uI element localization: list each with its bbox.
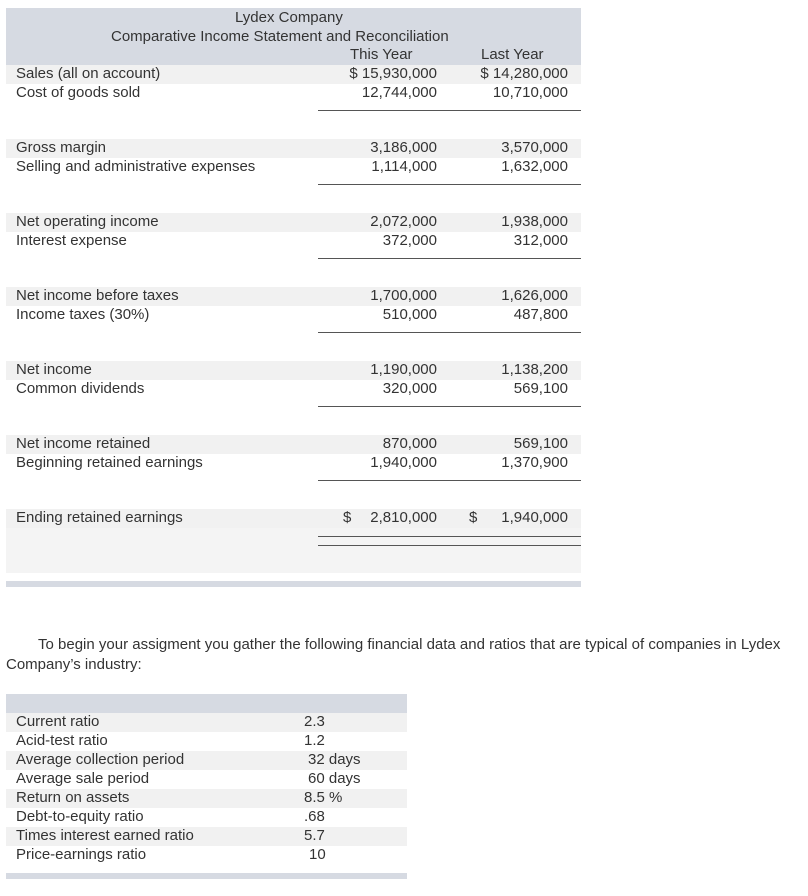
value-last-year: 1,626,000: [501, 287, 568, 304]
value-last-year: 312,000: [513, 232, 568, 249]
value-this-year: 1,700,000: [370, 287, 437, 304]
row-label: Beginning retained earnings: [16, 454, 203, 471]
dollar-sign-this-year: $: [343, 509, 352, 526]
ratio-value: 5.7: [304, 827, 325, 844]
ratio-label: Debt-to-equity ratio: [16, 808, 144, 825]
intro-text: To begin your assigment you gather the following financial data and ratios that are typical of companies in Lydex Company’s industry:: [6, 636, 781, 673]
row-label: Common dividends: [16, 380, 145, 397]
row-label: Cost of goods sold: [16, 84, 141, 101]
value-last-year: 569,100: [513, 380, 568, 397]
value-this-year: $ 15,930,000: [349, 65, 437, 82]
value-this-year: 870,000: [382, 435, 437, 452]
ratio-label: Acid-test ratio: [16, 732, 108, 749]
row-label: Gross margin: [16, 139, 107, 156]
value-this-year: 1,114,000: [371, 158, 437, 175]
statement-title: Comparative Income Statement and Reconciliation: [111, 28, 449, 45]
double-rule-top-overlay: [318, 536, 581, 537]
ratio-value: 32 days: [308, 751, 361, 768]
row-label: Interest expense: [16, 232, 127, 249]
ratio-value: 10: [309, 846, 326, 863]
ratio-value: .68: [304, 808, 325, 825]
subtotal-rule: [318, 258, 581, 259]
row-label: Selling and administrative expenses: [16, 158, 256, 175]
subtotal-rule: [318, 332, 581, 333]
value-last-year: 1,938,000: [501, 213, 568, 230]
row-label: Net income: [16, 361, 92, 378]
value-last-year: 1,940,000: [501, 509, 568, 526]
value-last-year: 10,710,000: [492, 84, 568, 101]
value-this-year: 372,000: [382, 232, 437, 249]
double-rule-bottom-overlay: [318, 545, 581, 546]
intro-paragraph: [6, 635, 796, 675]
value-this-year: 2,810,000: [370, 509, 437, 526]
column-header-last-year: Last Year: [481, 46, 544, 63]
ratio-value: 2.3: [304, 713, 325, 730]
value-last-year: 487,800: [513, 306, 568, 323]
statement-footer-bar: [6, 581, 581, 587]
value-this-year: 12,744,000: [361, 84, 437, 101]
value-last-year: 1,632,000: [501, 158, 568, 175]
row-label: Net operating income: [16, 213, 159, 230]
row-label: Ending retained earnings: [16, 509, 183, 526]
value-this-year: 320,000: [382, 380, 437, 397]
value-this-year: 3,186,000: [370, 139, 437, 156]
company-name: Lydex Company: [235, 9, 343, 26]
ratio-label: Return on assets: [16, 789, 130, 806]
value-this-year: 510,000: [382, 306, 437, 323]
subtotal-rule: [318, 184, 581, 185]
ratio-value: 1.2: [304, 732, 325, 749]
value-this-year: 2,072,000: [370, 213, 437, 230]
subtotal-rule: [318, 110, 581, 111]
row-band: [6, 528, 581, 573]
subtotal-rule: [318, 480, 581, 481]
ratio-label: Price-earnings ratio: [16, 846, 147, 863]
value-this-year: 1,190,000: [370, 361, 437, 378]
value-this-year: 1,940,000: [370, 454, 437, 471]
row-label: Sales (all on account): [16, 65, 161, 82]
ratio-label: Average collection period: [16, 751, 185, 768]
ratio-value: 60 days: [308, 770, 361, 787]
row-label: Income taxes (30%): [16, 306, 150, 323]
value-last-year: $ 14,280,000: [480, 65, 568, 82]
subtotal-rule: [318, 406, 581, 407]
ratio-label: Times interest earned ratio: [16, 827, 194, 844]
industry-table-footer-bar: [6, 873, 407, 879]
value-last-year: 1,138,200: [501, 361, 568, 378]
dollar-sign-last-year: $: [469, 509, 478, 526]
value-last-year: 3,570,000: [501, 139, 568, 156]
value-last-year: 1,370,900: [501, 454, 568, 471]
column-header-this-year: This Year: [350, 46, 413, 63]
row-label: Net income retained: [16, 435, 151, 452]
ratio-value: 8.5 %: [304, 789, 343, 806]
value-last-year: 569,100: [513, 435, 568, 452]
ratio-label: Current ratio: [16, 713, 100, 730]
row-label: Net income before taxes: [16, 287, 179, 304]
industry-table-header: [6, 694, 407, 713]
ratio-label: Average sale period: [16, 770, 150, 787]
